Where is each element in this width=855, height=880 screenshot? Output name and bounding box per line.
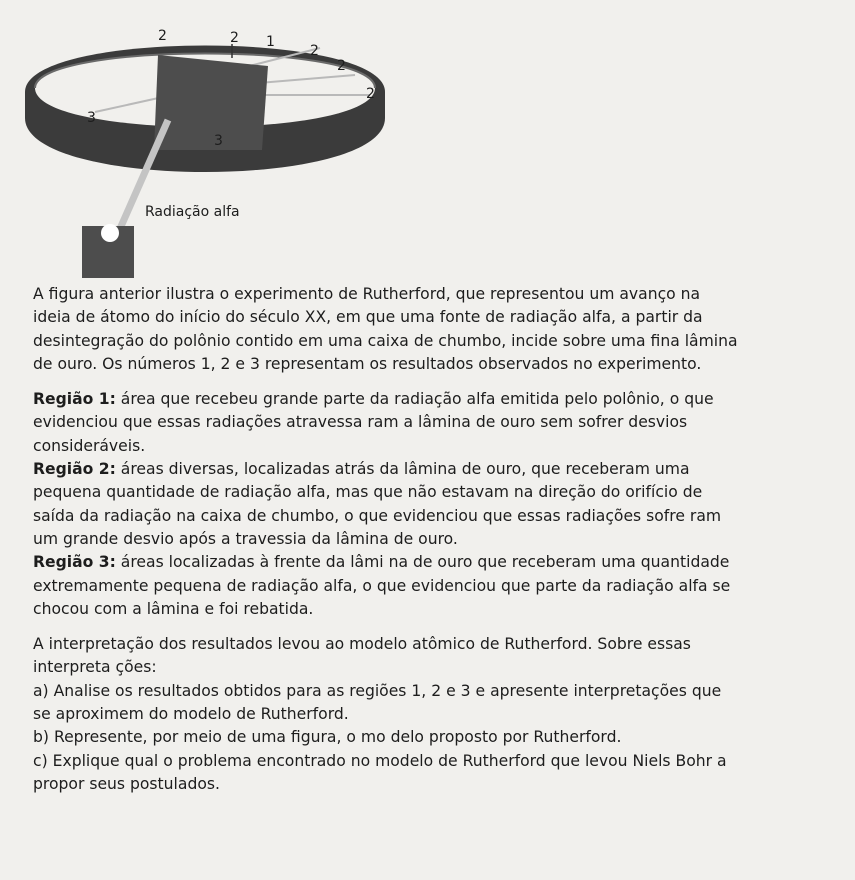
region-3-title: Região 3: (33, 553, 116, 572)
region-2-text: um grande desvio após a travessia da lâmina de ouro. (33, 529, 458, 548)
region-1-paragraph (33, 388, 855, 458)
region-2-text: pequena quantidade de radiação alfa, mas que não estavam na direção do orifício de (33, 483, 703, 502)
region-1-text: área que recebeu grande parte da radiação alfa emitida pelo polônio, o que (115, 390, 714, 409)
label-2-top-right-b: 2 (337, 58, 346, 74)
label-2-right: 2 (366, 86, 375, 102)
region-2-text: saída da radiação na caixa de chumbo, o que evidenciou que essas radiações sofre ram (33, 506, 722, 525)
gold-foil (154, 55, 268, 150)
intro-line: de ouro. Os números 1, 2 e 3 representam os resultados observados no experimento. (33, 354, 702, 373)
region-1-text: evidenciou que essas radiações atravessa ram a lâmina de ouro sem sofrer desvios (33, 413, 688, 432)
label-2-top-mid: 2 (230, 30, 239, 46)
lead-box (82, 224, 134, 278)
rutherford-experiment-figure (0, 0, 420, 290)
interpretation-line: A interpretação dos resultados levou ao modelo atômico de Rutherford. Sobre essas (33, 635, 691, 654)
question-c-line: propor seus postulados. (33, 774, 220, 793)
interpretation-paragraph (33, 633, 855, 680)
label-2-top-left: 2 (158, 28, 167, 44)
intro-line: ideia de átomo do início do século XX, em que uma fonte de radiação alfa, a partir da (33, 308, 703, 327)
label-1-top: 1 (266, 34, 275, 50)
region-2-text: áreas diversas, localizadas atrás da lâmina de ouro, que receberam uma (115, 460, 690, 479)
intro-line: A figura anterior ilustra o experimento de Rutherford, que representou um avanço na (33, 285, 701, 303)
region-2-title: Região 2: (33, 460, 116, 479)
label-3-left: 3 (87, 110, 96, 126)
question-a-line: se aproximem do modelo de Rutherford. (33, 705, 349, 724)
lead-box-opening (101, 224, 119, 242)
region-3-text: extremamente pequena de radiação alfa, o que evidenciou que parte da radiação alfa se (33, 576, 731, 595)
question-b-line: b) Represente, por meio de uma figura, o mo delo proposto por Rutherford. (33, 728, 622, 747)
region-3-paragraph (33, 551, 855, 621)
region-3-text: áreas localizadas à frente da lâmi na de ouro que receberam uma quantidade (115, 553, 730, 572)
interpretation-line: interpreta ções: (33, 658, 157, 677)
question-b (33, 726, 855, 749)
label-3-center: 3 (214, 133, 223, 149)
figure-caption: Radiação alfa (145, 204, 240, 220)
region-3-text: chocou com a lâmina e foi rebatida. (33, 599, 314, 618)
region-1-text: consideráveis. (33, 436, 146, 455)
question-c (33, 750, 855, 797)
question-text (33, 283, 855, 796)
region-1-title: Região 1: (33, 390, 116, 409)
intro-line: desintegração do polônio contido em uma caixa de chumbo, incide sobre uma fina lâmina (33, 331, 738, 350)
question-a (33, 680, 855, 727)
question-a-line: a) Analise os resultados obtidos para as regiões 1, 2 e 3 e apresente interpretações que (33, 681, 722, 700)
intro-paragraph (33, 283, 855, 376)
question-c-line: c) Explique qual o problema encontrado no modelo de Rutherford que levou Niels Bohr a (33, 751, 727, 770)
label-2-top-right-a: 2 (310, 43, 319, 59)
region-2-paragraph (33, 458, 855, 551)
